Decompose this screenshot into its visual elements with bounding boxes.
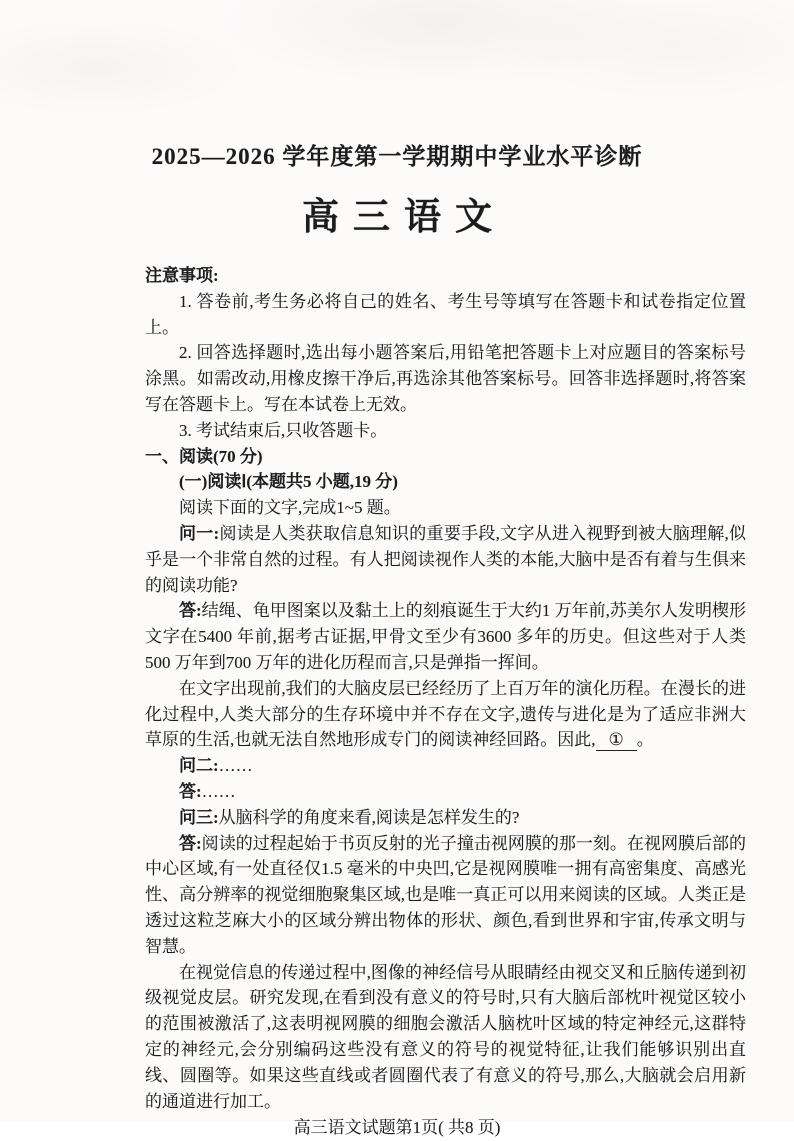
answer-1-text: 结绳、龟甲图案以及黏土上的刻痕诞生于大约1 万年前,苏美尔人发明楔形文字在5400 年前,据考古证据,甲骨文至少有3600 多年的历史。但这些对于人类500 万年到700 万年的进化历程而言,只是弹指一挥间。 xyxy=(145,601,746,672)
notice-heading: 注意事项: xyxy=(145,266,219,285)
answer-3-label: 答: xyxy=(179,833,202,853)
question-1-text: 阅读是人类获取信息知识的重要手段,文字从进入视野到被大脑理解,似乎是一个非常自然的过程。有人把阅读视作人类的本能,大脑中是否有着与生俱来的阅读功能? xyxy=(145,523,746,595)
passage-question-3 xyxy=(145,805,746,831)
page-footer: 高三语文试题第1页( 共8 页) xyxy=(293,1118,501,1138)
passage-answer-3-para-2: 在视觉信息的传递过程中,图像的神经信号从眼睛经由视交叉和丘脑传递到初级视觉皮层。研究发现,在看到没有意义的符号时,只有大脑后部枕叶视觉区较小的范围被激活了,这表明视网膜的细胞会激活人脑枕叶区域的特定神经元,这群特定的神经元,会分别编码这些没有意义的符号的视觉特征,让我们能够识别出直线、圆圈等。如果这些直线或者圆圈代表了有意义的符号,那么,大脑就会启用新的通道进行加工。 xyxy=(145,962,746,1111)
passage-question-1 xyxy=(145,521,746,598)
fill-in-blank-1: ① xyxy=(596,730,637,751)
notice-item-1: 1. 答卷前,考生务必将自己的姓名、考生号等填写在答题卡和试卷指定位置上。 xyxy=(145,291,746,337)
answer-2-label: 答: xyxy=(179,781,202,801)
answer-2-text: …… xyxy=(201,781,236,801)
reading-instruction: 阅读下面的文字,完成1~5 题。 xyxy=(179,498,401,518)
passage-answer-3 xyxy=(145,831,746,960)
subsection-heading: (一)阅读Ⅰ(本题共5 小题,19 分) xyxy=(179,472,398,492)
passage-answer-2 xyxy=(145,779,746,805)
document-header xyxy=(0,141,794,241)
answer-1-para-2-text: 在文字出现前,我们的大脑皮层已经经历了上百万年的演化历程。在漫长的进化过程中,人类大部分的生存环境中并不存在文字,遗传与进化是为了适应非洲大草原的生活,也就无法自然地形成专门的阅读神经回路。因此, xyxy=(145,678,746,750)
answer-3-text: 阅读的过程起始于书页反射的光子撞击视网膜的那一刻。在视网膜后部的中心区域,有一处直径仅1.5 毫米的中央凹,它是视网膜唯一拥有高密集度、高感光性、高分辨率的视觉细胞聚集区域,也是唯一真正可以用来阅读的区域。人类正是透过这粒芝麻大小的区域分辨出物体的形状、颜色,看到世界和宇宙,传承文明与智慧。 xyxy=(145,833,746,956)
exam-subject-title: 高三语文 xyxy=(302,197,506,238)
question-3-text: 从脑科学的角度来看,阅读是怎样发生的? xyxy=(218,807,520,827)
notice-item-3: 3. 考试结束后,只收答题卡。 xyxy=(179,420,388,440)
section-heading: 一、阅读(70 分) xyxy=(145,446,263,466)
passage-answer-1-para-2 xyxy=(145,676,746,753)
exam-body xyxy=(145,263,746,1114)
passage-question-2 xyxy=(145,753,746,779)
question-3-label: 问三: xyxy=(179,807,219,827)
passage-answer-1 xyxy=(145,598,746,675)
answer-1-label: 答: xyxy=(179,601,202,621)
answer-1-para-2-end: 。 xyxy=(636,730,654,750)
question-1-label: 问一: xyxy=(179,523,220,543)
question-2-text: …… xyxy=(218,756,253,776)
notice-item-2: 2. 回答选择题时,选出每小题答案后,用铅笔把答题卡上对应题目的答案标号涂黑。如需改动,用橡皮擦干净后,再选涂其他答案标号。回答非选择题时,将答案写在答题卡上。写在本试卷上无效。 xyxy=(145,343,746,414)
question-2-label: 问二: xyxy=(179,756,219,776)
exam-session-title: 2025—2026 学年度第一学期期中学业水平诊断 xyxy=(151,144,643,169)
